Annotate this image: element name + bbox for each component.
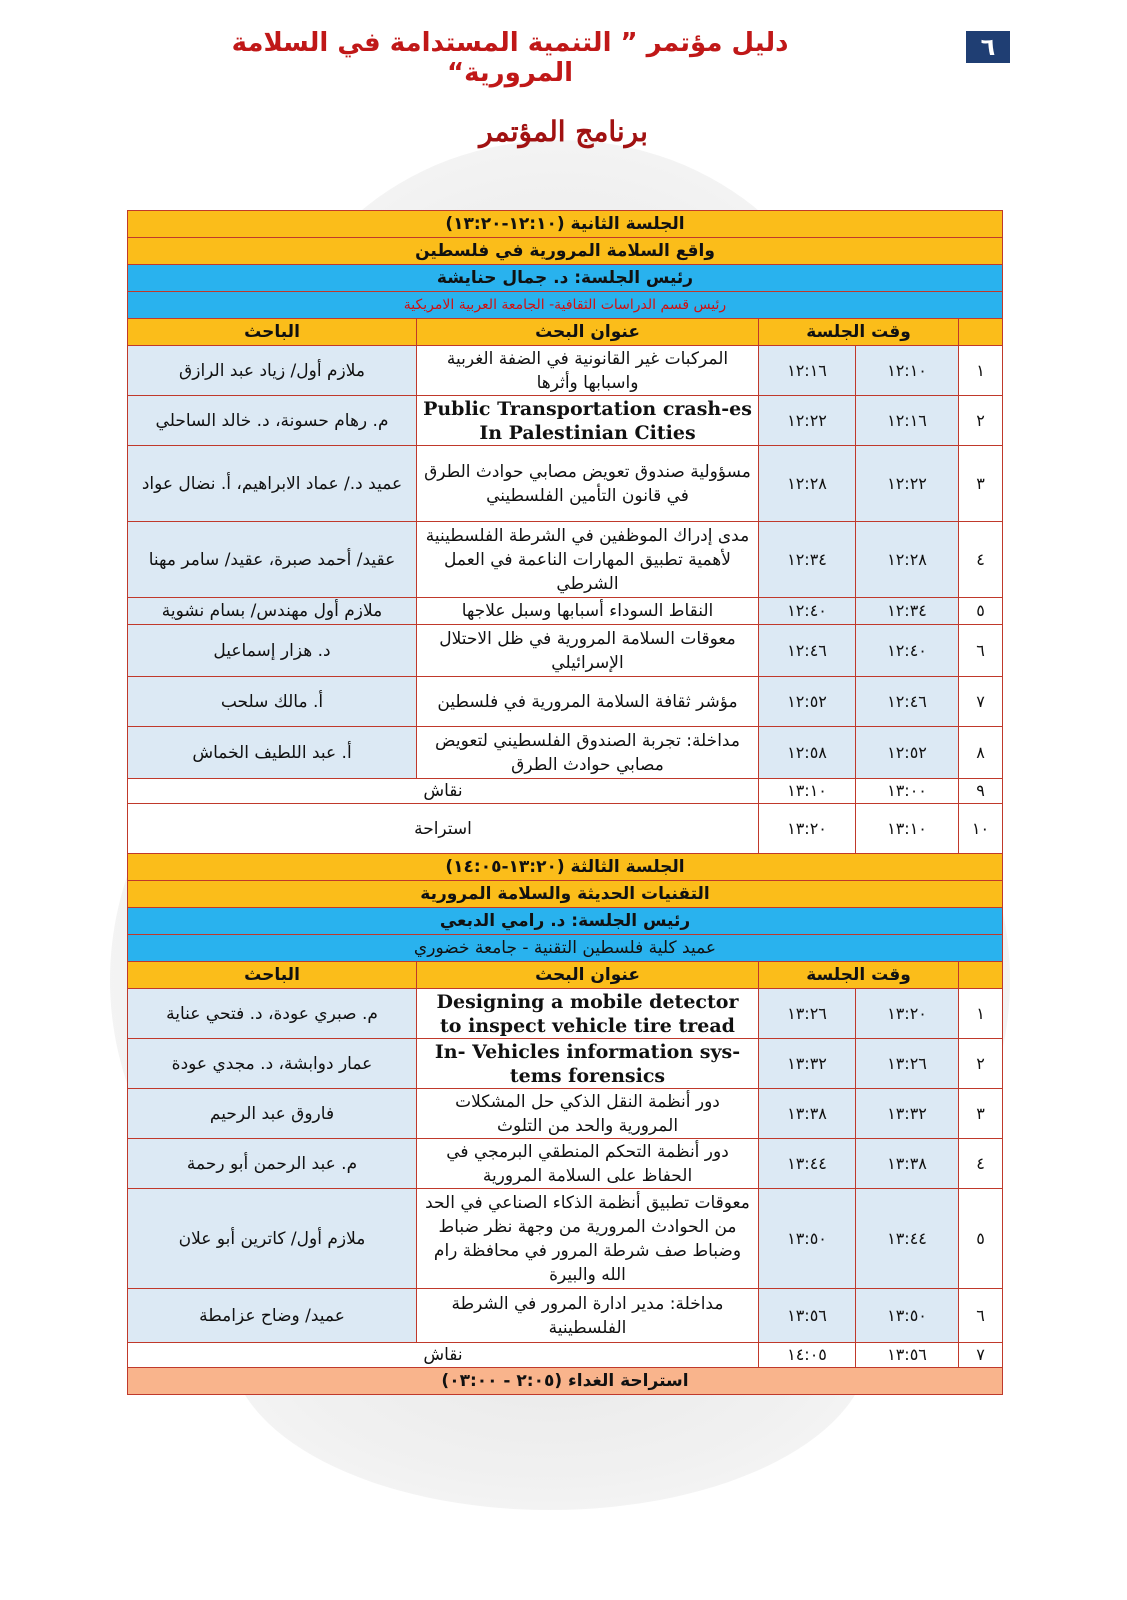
paper-title: مؤشر ثقافة السلامة المرورية في فلسطين	[417, 677, 759, 727]
row-number: ٩	[959, 779, 1003, 804]
row-number: ١٠	[959, 804, 1003, 854]
table-row	[128, 1189, 1003, 1289]
time-to: ١٤:٠٥	[759, 1343, 856, 1368]
session-heading-row	[128, 854, 1003, 881]
table-row	[128, 446, 1003, 522]
time-from: ١٣:١٠	[856, 804, 959, 854]
row-number: ٦	[959, 625, 1003, 677]
row-number: ٥	[959, 1189, 1003, 1289]
table-row	[128, 346, 1003, 396]
researcher-name: د. هزار إسماعيل	[128, 625, 417, 677]
time-to: ١٢:٣٤	[759, 522, 856, 598]
row-number: ١	[959, 346, 1003, 396]
session-chair-row	[128, 908, 1003, 935]
column-header-title: عنوان البحث	[417, 319, 759, 346]
paper-title: المركبات غير القانونية في الضفة الغربية واسبابها وأثرها	[417, 346, 759, 396]
session-theme-row	[128, 881, 1003, 908]
researcher-name: أ. عبد اللطيف الخماش	[128, 727, 417, 779]
time-to: ١٣:٢٦	[759, 989, 856, 1039]
row-number: ٦	[959, 1289, 1003, 1343]
session-heading-row	[128, 211, 1003, 238]
time-from: ١٢:٢٢	[856, 446, 959, 522]
page-number: ٦	[966, 31, 1010, 63]
time-from: ١٢:٤٦	[856, 677, 959, 727]
time-from: ١٣:٢٠	[856, 989, 959, 1039]
column-header-number	[959, 319, 1003, 346]
paper-title: مداخلة: تجربة الصندوق الفلسطيني لتعويض مصابي حوادث الطرق	[417, 727, 759, 779]
researcher-name: عقيد/ أحمد صبرة، عقيد/ سامر مهنا	[128, 522, 417, 598]
table-row	[128, 598, 1003, 625]
time-from: ١٢:٤٠	[856, 625, 959, 677]
table-row	[128, 625, 1003, 677]
discussion-row	[128, 779, 1003, 804]
row-number: ٣	[959, 1089, 1003, 1139]
paper-title: دور أنظمة النقل الذكي حل المشكلات المرورية والحد من التلوث	[417, 1089, 759, 1139]
row-number: ٢	[959, 396, 1003, 446]
researcher-name: ملازم أول/ كاترين أبو علان	[128, 1189, 417, 1289]
table-row	[128, 1089, 1003, 1139]
researcher-name: أ. مالك سلحب	[128, 677, 417, 727]
session-chair: رئيس الجلسة: د. جمال حنايشة	[128, 265, 1003, 292]
table-row	[128, 1289, 1003, 1343]
table-row	[128, 1139, 1003, 1189]
time-from: ١٢:٣٤	[856, 598, 959, 625]
table-row	[128, 989, 1003, 1039]
row-number: ٤	[959, 522, 1003, 598]
researcher-name: ملازم أول مهندس/ بسام نشوية	[128, 598, 417, 625]
time-to: ١٣:٢٠	[759, 804, 856, 854]
time-to: ١٣:٥٠	[759, 1189, 856, 1289]
paper-title: النقاط السوداء أسبابها وسبل علاجها	[417, 598, 759, 625]
session-chair-title-row	[128, 935, 1003, 962]
paper-title: دور أنظمة التحكم المنطقي البرمجي في الحفاظ على السلامة المرورية	[417, 1139, 759, 1189]
column-header-row	[128, 319, 1003, 346]
page-title: برنامج المؤتمر	[479, 115, 648, 148]
researcher-name: م. صبري عودة، د. فتحي عناية	[128, 989, 417, 1039]
session-chair-title: رئيس قسم الدراسات الثقافية- الجامعة العربية الامريكية	[128, 292, 1003, 319]
time-to: ١٢:٥٢	[759, 677, 856, 727]
time-from: ١٣:٠٠	[856, 779, 959, 804]
running-title: دليل مؤتمر ” التنمية المستدامة في السلامة المرورية“	[231, 28, 789, 88]
discussion-label: نقاش	[128, 1343, 759, 1368]
session-chair-row	[128, 265, 1003, 292]
column-header-title: عنوان البحث	[417, 962, 759, 989]
session-heading: الجلسة الثانية (١٢:١٠-١٣:٢٠)	[128, 211, 1003, 238]
time-from: ١٢:١٠	[856, 346, 959, 396]
paper-title: معوقات تطبيق أنظمة الذكاء الصناعي في الحد من الحوادث المرورية من وجهة نظر ضباط وضباط صف شرطة المرور في محافظة رام الله والبيرة	[417, 1189, 759, 1289]
time-to: ١٢:٤٠	[759, 598, 856, 625]
column-header-researcher: الباحث	[128, 962, 417, 989]
table-row	[128, 727, 1003, 779]
session-theme: التقنيات الحديثة والسلامة المرورية	[128, 881, 1003, 908]
session-chair: رئيس الجلسة: د. رامي الدبعي	[128, 908, 1003, 935]
session-chair-title-row	[128, 292, 1003, 319]
paper-title: Public Transportation crash-es In Palestinian Cities	[417, 396, 759, 446]
table-row	[128, 396, 1003, 446]
row-number: ١	[959, 989, 1003, 1039]
session-heading: الجلسة الثالثة (١٣:٢٠-١٤:٠٥)	[128, 854, 1003, 881]
discussion-row	[128, 1343, 1003, 1368]
researcher-name: ملازم أول/ زياد عبد الرازق	[128, 346, 417, 396]
time-from: ١٣:٤٤	[856, 1189, 959, 1289]
row-number: ٧	[959, 677, 1003, 727]
paper-title: Designing a mobile detector to inspect vehicle tire tread	[417, 989, 759, 1039]
time-from: ١٢:٢٨	[856, 522, 959, 598]
break-label: استراحة	[128, 804, 759, 854]
table-row	[128, 522, 1003, 598]
time-from: ١٣:٥٠	[856, 1289, 959, 1343]
session-chair-title: عميد كلية فلسطين التقنية - جامعة خضوري	[128, 935, 1003, 962]
row-number: ٧	[959, 1343, 1003, 1368]
row-number: ٢	[959, 1039, 1003, 1089]
researcher-name: م. رهام حسونة، د. خالد الساحلي	[128, 396, 417, 446]
time-to: ١٣:٤٤	[759, 1139, 856, 1189]
session-theme: واقع السلامة المرورية في فلسطين	[128, 238, 1003, 265]
researcher-name: م. عبد الرحمن أبو رحمة	[128, 1139, 417, 1189]
researcher-name: عميد/ وضاح عزامطة	[128, 1289, 417, 1343]
schedule-table	[127, 210, 1003, 1395]
column-header-time: وقت الجلسة	[759, 319, 959, 346]
row-number: ٨	[959, 727, 1003, 779]
time-from: ١٣:٣٢	[856, 1089, 959, 1139]
page-header	[0, 26, 1127, 88]
researcher-name: عمار دوابشة، د. مجدي عودة	[128, 1039, 417, 1089]
paper-title: In- Vehicles information sys-tems forensics	[417, 1039, 759, 1089]
time-to: ١٣:١٠	[759, 779, 856, 804]
time-from: ١٣:٢٦	[856, 1039, 959, 1089]
table-row	[128, 677, 1003, 727]
time-to: ١٣:٣٨	[759, 1089, 856, 1139]
time-to: ١٢:٥٨	[759, 727, 856, 779]
time-to: ١٣:٣٢	[759, 1039, 856, 1089]
session-theme-row	[128, 238, 1003, 265]
paper-title: مسؤولية صندوق تعويض مصابي حوادث الطرق في قانون التأمين الفلسطيني	[417, 446, 759, 522]
time-from: ١٢:٥٢	[856, 727, 959, 779]
time-to: ١٢:٤٦	[759, 625, 856, 677]
time-from: ١٣:٥٦	[856, 1343, 959, 1368]
researcher-name: فاروق عبد الرحيم	[128, 1089, 417, 1139]
column-header-row	[128, 962, 1003, 989]
column-header-time: وقت الجلسة	[759, 962, 959, 989]
time-from: ١٣:٣٨	[856, 1139, 959, 1189]
paper-title: معوقات السلامة المرورية في ظل الاحتلال الإسرائيلي	[417, 625, 759, 677]
row-number: ٥	[959, 598, 1003, 625]
column-header-number	[959, 962, 1003, 989]
lunch-break: استراحة الغداء (٢:٠٥ - ٠٣:٠٠)	[128, 1368, 1003, 1395]
lunch-row	[128, 1368, 1003, 1395]
table-row	[128, 1039, 1003, 1089]
paper-title: مداخلة: مدير ادارة المرور في الشرطة الفلسطينية	[417, 1289, 759, 1343]
row-number: ٣	[959, 446, 1003, 522]
discussion-label: نقاش	[128, 779, 759, 804]
break-row	[128, 804, 1003, 854]
paper-title: مدى إدراك الموظفين في الشرطة الفلسطينية لأهمية تطبيق المهارات الناعمة في العمل الشرطي	[417, 522, 759, 598]
time-from: ١٢:١٦	[856, 396, 959, 446]
column-header-researcher: الباحث	[128, 319, 417, 346]
row-number: ٤	[959, 1139, 1003, 1189]
time-to: ١٣:٥٦	[759, 1289, 856, 1343]
researcher-name: عميد د./ عماد الابراهيم، أ. نضال عواد	[128, 446, 417, 522]
time-to: ١٢:٢٢	[759, 396, 856, 446]
time-to: ١٢:٢٨	[759, 446, 856, 522]
time-to: ١٢:١٦	[759, 346, 856, 396]
